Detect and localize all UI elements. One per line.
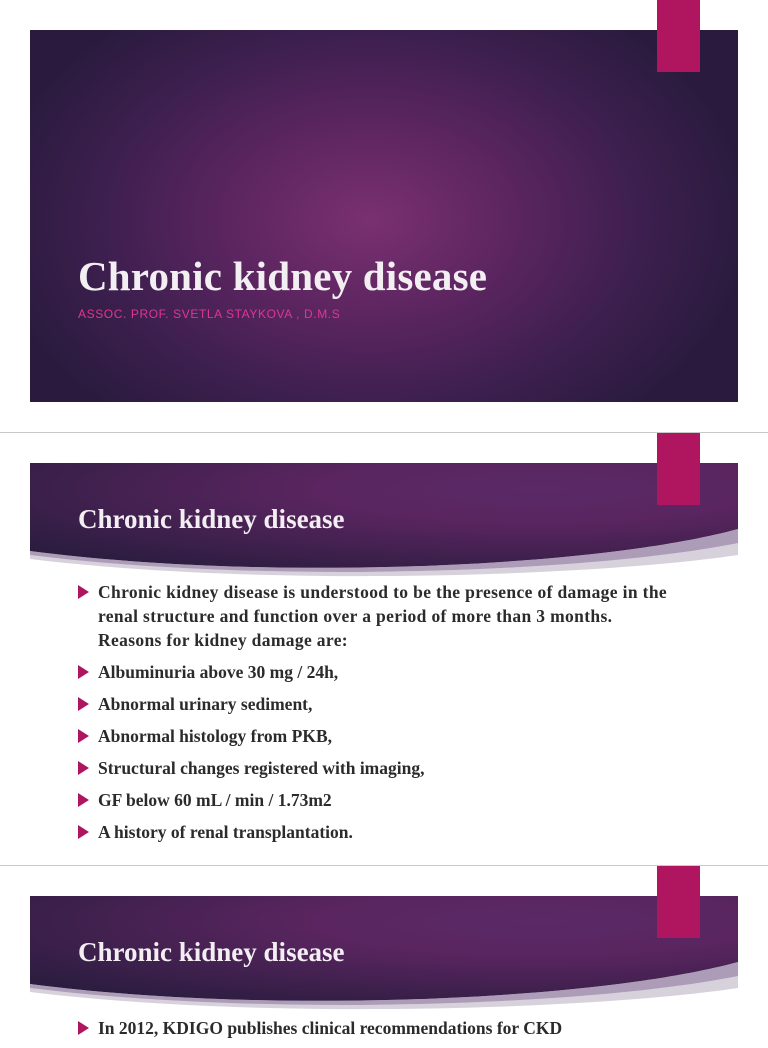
accent-tab: [657, 866, 700, 938]
list-item: Abnormal urinary sediment,: [78, 692, 678, 716]
presentation-author: ASSOC. PROF. SVETLA STAYKOVA , D.M.S: [78, 307, 341, 321]
bullet-list: [78, 1016, 678, 1048]
triangle-right-icon: [78, 697, 89, 711]
triangle-right-icon: [78, 729, 89, 743]
presentation-title: Chronic kidney disease: [78, 253, 488, 299]
slide-title: Chronic kidney disease: [78, 504, 345, 534]
list-item: Abnormal histology from PKB,: [78, 724, 678, 748]
triangle-right-icon: [78, 585, 89, 599]
title-background-panel: [30, 30, 738, 402]
title-slide: [0, 0, 768, 432]
list-item: A history of renal transplantation.: [78, 820, 678, 844]
triangle-right-icon: [78, 825, 89, 839]
list-item: In 2012, KDIGO publishes clinical recommendations for CKD: [78, 1016, 678, 1040]
bullet-list: [78, 580, 678, 852]
slide-title: Chronic kidney disease: [78, 937, 345, 967]
list-item: Albuminuria above 30 mg / 24h,: [78, 660, 678, 684]
triangle-right-icon: [78, 761, 89, 775]
triangle-right-icon: [78, 1021, 89, 1035]
list-item: Structural changes registered with imaging,: [78, 756, 678, 780]
accent-tab: [657, 0, 700, 72]
content-slide-2: [0, 866, 768, 1038]
accent-tab: [657, 433, 700, 505]
triangle-right-icon: [78, 793, 89, 807]
content-slide-1: [0, 433, 768, 865]
triangle-right-icon: [78, 665, 89, 679]
list-item: GF below 60 mL / min / 1.73m2: [78, 788, 678, 812]
list-item: Chronic kidney disease is understood to be the presence of damage in the renal structure and function over a period of more than 3 months. Reasons for kidney damage are:: [78, 580, 678, 652]
